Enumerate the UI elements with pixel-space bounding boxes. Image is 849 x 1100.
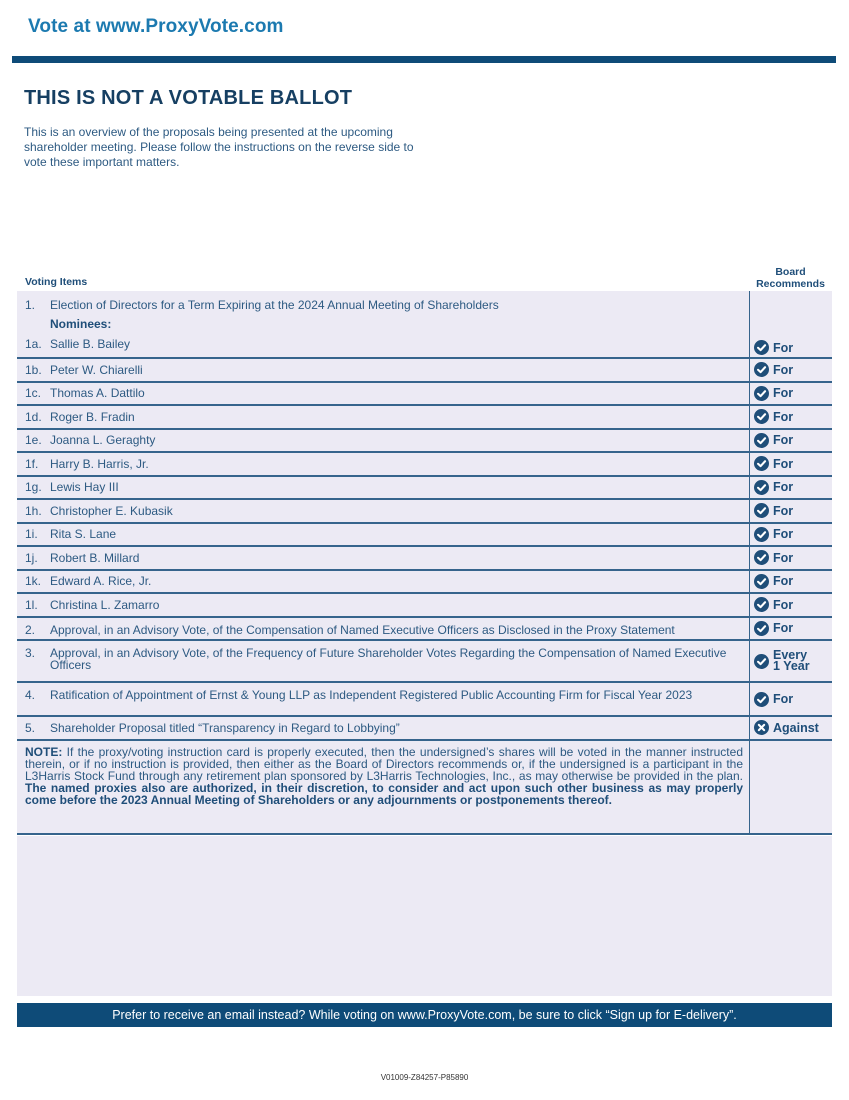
recommendation-label: For <box>773 386 794 401</box>
check-circle-icon <box>754 480 769 495</box>
check-circle-icon <box>754 621 769 636</box>
voting-items-table <box>17 291 832 835</box>
nominee-number: 1k. <box>25 574 42 589</box>
nominee-name: Lewis Hay III <box>50 480 119 495</box>
note-text <box>17 741 749 833</box>
nominee-name: Thomas A. Dattilo <box>50 386 145 401</box>
check-circle-icon <box>754 574 769 589</box>
proposal-number: 4. <box>25 688 36 702</box>
note-label: NOTE: <box>25 744 63 759</box>
check-circle-icon <box>754 550 769 565</box>
table-row-proposal <box>17 683 832 717</box>
board-recommendation <box>749 571 832 593</box>
recommendation-label: For <box>773 503 794 518</box>
table-row-item-1 <box>17 291 832 359</box>
check-circle-icon <box>754 340 769 355</box>
nominee-number: 1h. <box>25 503 42 518</box>
nominee-name: Joanna L. Geraghty <box>50 433 156 448</box>
nominee-name: Christopher E. Kubasik <box>50 503 173 518</box>
board-recommendation <box>749 594 832 616</box>
nominee-number: 1a. <box>25 336 42 351</box>
e-delivery-banner: Prefer to receive an email instead? While voting on www.ProxyVote.com, be sure to click “Sign up for E-delivery”. <box>17 1003 832 1027</box>
board-recommendation <box>749 383 832 405</box>
nominee-number: 1l. <box>25 597 38 612</box>
recommendation-label-line2: 1 Year <box>773 659 810 673</box>
table-row-proposal <box>17 717 832 741</box>
proposal-text: Approval, in an Advisory Vote, of the Compensation of Named Executive Officers as Disclosed in the Proxy Statement <box>50 622 675 637</box>
check-circle-icon <box>754 409 769 424</box>
nominee-number: 1j. <box>25 550 38 565</box>
board-recommendation <box>749 717 832 739</box>
nominee-name: Sallie B. Bailey <box>50 336 131 351</box>
proposal-text: Ratification of Appointment of Ernst & Young LLP as Independent Registered Public Accounting Firm for Fiscal Year 2023 <box>50 688 693 702</box>
nominee-name: Harry B. Harris, Jr. <box>50 456 149 471</box>
table-row-nominee <box>17 594 832 618</box>
board-recommendation <box>749 500 832 522</box>
table-row-proposal <box>17 618 832 642</box>
table-row-nominee <box>17 571 832 595</box>
recommendation-label: For <box>773 362 794 377</box>
board-recommendation <box>749 406 832 428</box>
blank-panel <box>17 836 832 996</box>
voting-items-header: Voting Items <box>25 276 88 288</box>
nominees-label: Nominees: <box>50 317 112 332</box>
board-recommends-header <box>749 266 832 290</box>
recommendation-label: For <box>773 480 794 495</box>
board-recommendation <box>749 618 832 640</box>
board-recommendation <box>749 683 832 715</box>
check-circle-icon <box>754 386 769 401</box>
nominee-number: 1e. <box>25 433 42 448</box>
recommendation-label: For <box>773 433 794 448</box>
recommendation-label: For <box>773 574 794 589</box>
board-recommendation <box>749 477 832 499</box>
recommendation-label: For <box>773 550 794 565</box>
nominee-name: Edward A. Rice, Jr. <box>50 574 152 589</box>
check-circle-icon <box>754 654 769 669</box>
intro-text: This is an overview of the proposals being presented at the upcoming shareholder meeting. Please follow the instructions on the reverse side to vote these important matters. <box>24 125 414 169</box>
note-body: If the proxy/voting instruction card is properly executed, then the undersigned’s shares will be voted in the manner instructed therein, or if no instruction is provided, then either as the Board of Directors recommends or, if the undersigned is a participant in the L3Harris Stock Fund through any retirement plan sponsored by L3Harris Technologies, Inc., as may otherwise be provided in the plan. <box>25 744 743 783</box>
check-circle-icon <box>754 433 769 448</box>
board-recommendation <box>749 524 832 546</box>
recommendation-label: Every <box>773 648 808 662</box>
table-row-nominee <box>17 524 832 548</box>
page-title: THIS IS NOT A VOTABLE BALLOT <box>24 87 353 109</box>
recommendation-label: For <box>773 341 794 355</box>
table-row-nominee <box>17 500 832 524</box>
board-recommendation <box>749 453 832 475</box>
nominee-name: Robert B. Millard <box>50 550 140 565</box>
recommendation-label: For <box>773 621 794 636</box>
recommendation-label: For <box>773 692 794 706</box>
table-row-nominee <box>17 383 832 407</box>
check-circle-icon <box>754 597 769 612</box>
check-circle-icon <box>754 692 769 707</box>
nominee-number: 1i. <box>25 527 38 542</box>
nominee-name: Peter W. Chiarelli <box>50 362 143 377</box>
proposal-number: 2. <box>25 622 36 637</box>
table-row-nominee <box>17 406 832 430</box>
recommendation-label: Against <box>773 720 819 735</box>
recommendation-label: For <box>773 527 794 542</box>
board-recommendation <box>749 430 832 452</box>
note-row <box>17 741 832 835</box>
table-row-nominee <box>17 430 832 454</box>
item-number: 1. <box>25 298 36 312</box>
table-row-nominee <box>17 453 832 477</box>
board-recommendation <box>749 641 832 681</box>
board-recommends-line1: Board <box>775 266 806 278</box>
board-recommends-line2: Recommends <box>756 278 825 290</box>
nominee-number: 1f. <box>25 456 39 471</box>
check-circle-icon <box>754 456 769 471</box>
nominee-name: Christina L. Zamarro <box>50 597 160 612</box>
note-bold: The named proxies also are authorized, in their discretion, to consider and act upon such other business as may properly come before the 2023 Annual Meeting of Shareholders or any adjournments or postponements thereof. <box>25 780 743 807</box>
nominee-number: 1d. <box>25 409 42 424</box>
board-recommendation <box>749 547 832 569</box>
proposal-number: 3. <box>25 646 36 660</box>
x-circle-icon <box>754 720 769 735</box>
nominee-name: Roger B. Fradin <box>50 409 135 424</box>
nominee-number: 1c. <box>25 386 42 401</box>
nominee-number: 1g. <box>25 480 42 495</box>
recommendation-label: For <box>773 409 794 424</box>
recommendation-label: For <box>773 597 794 612</box>
proposal-text: Shareholder Proposal titled “Transparency in Regard to Lobbying” <box>50 720 400 735</box>
check-circle-icon <box>754 503 769 518</box>
nominee-number: 1b. <box>25 362 42 377</box>
nominee-name: Rita S. Lane <box>50 527 117 542</box>
check-circle-icon <box>754 362 769 377</box>
board-recommendation <box>749 291 832 357</box>
table-row-nominee <box>17 547 832 571</box>
recommendation-label: For <box>773 456 794 471</box>
proposal-number: 5. <box>25 720 36 735</box>
proposal-text: Approval, in an Advisory Vote, of the Frequency of Future Shareholder Votes Regarding the Compensation of Named Executive Officers <box>50 646 727 672</box>
table-row-nominee <box>17 359 832 383</box>
proxyvote-link[interactable]: Vote at www.ProxyVote.com <box>28 16 284 37</box>
document-code: V01009-Z84257-P85890 <box>380 1073 469 1082</box>
check-circle-icon <box>754 527 769 542</box>
item-text: Election of Directors for a Term Expiring at the 2024 Annual Meeting of Shareholders <box>50 298 499 312</box>
table-row-proposal <box>17 641 832 683</box>
header-rule <box>12 56 836 63</box>
table-row-nominee <box>17 477 832 501</box>
board-recommendation <box>749 359 832 381</box>
